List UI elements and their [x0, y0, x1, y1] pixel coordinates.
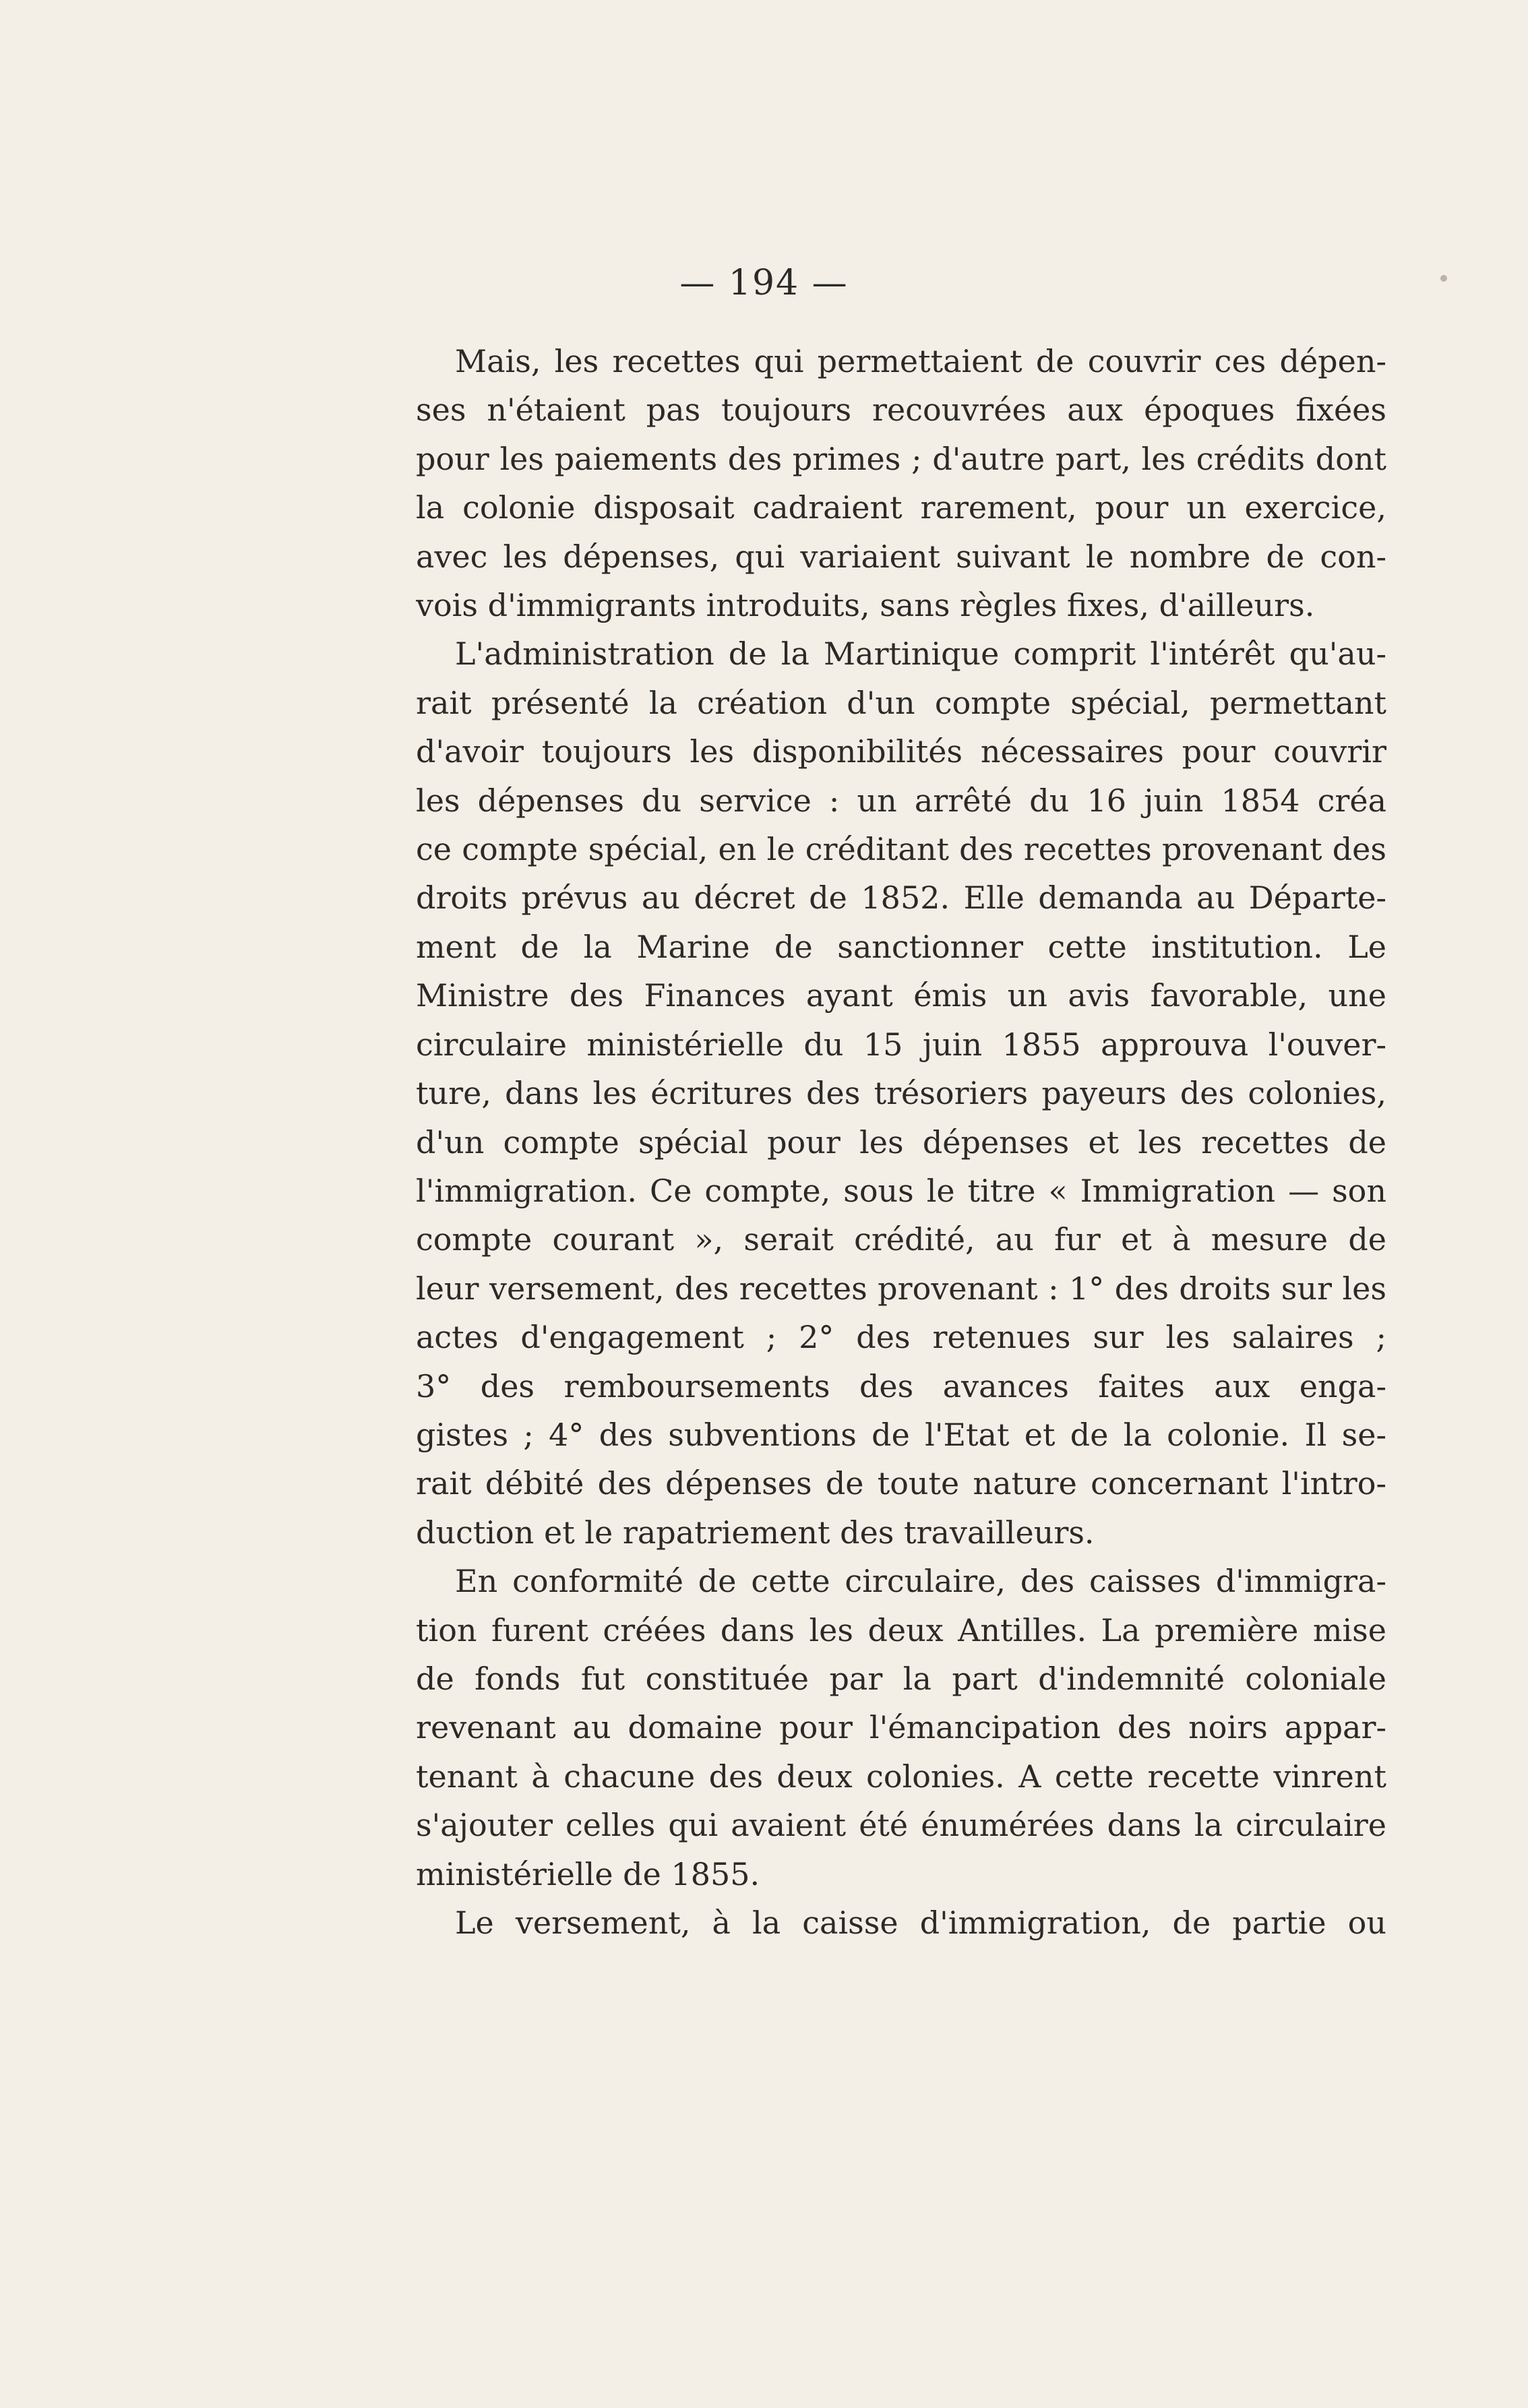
text-line: leur versement, des recettes provenant : 1° des droits sur les: [416, 1270, 1386, 1307]
paragraph-4: [416, 1898, 1386, 1947]
text-line: les dépenses du service : un arrêté du 16 juin 1854 créa: [416, 782, 1386, 819]
body-text: [416, 337, 1386, 1947]
paper-speck: [1440, 275, 1447, 282]
text-line: Mais, les recettes qui permettaient de couvrir ces dépen-: [455, 343, 1386, 379]
text-line: L'administration de la Martinique comprit l'intérêt qu'au-: [455, 636, 1386, 673]
text-line: la colonie disposait cadraient rarement, pour un exercice,: [416, 489, 1386, 526]
text-line: revenant au domaine pour l'émancipation des noirs appar-: [416, 1709, 1386, 1746]
text-line: droits prévus au décret de 1852. Elle demanda au Départe-: [416, 879, 1386, 917]
text-line: rait débité des dépenses de toute nature concernant l'intro-: [416, 1465, 1386, 1502]
text-line: rait présenté la création d'un compte spécial, permettant: [416, 684, 1386, 721]
text-line: l'immigration. Ce compte, sous le titre « Immigration — son: [416, 1172, 1386, 1209]
page-number: — 194 —: [679, 263, 849, 303]
text-line: tion furent créées dans les deux Antilles. La première mise: [416, 1611, 1386, 1648]
text-line: d'un compte spécial pour les dépenses et les recettes de: [416, 1123, 1386, 1161]
paragraph-2: [416, 629, 1386, 1557]
text-line: de fonds fut constituée par la part d'indemnité coloniale: [416, 1660, 1386, 1697]
text-line: tenant à chacune des deux colonies. A cette recette vinrent: [416, 1758, 1386, 1795]
text-line: ment de la Marine de sanctionner cette institution. Le: [416, 928, 1386, 965]
paragraph-1: [416, 337, 1386, 629]
text-line: d'avoir toujours les disponibilités nécessaires pour couvrir: [416, 733, 1386, 770]
text-line: duction et le rapatriement des travailleurs.: [416, 1514, 1095, 1551]
text-line: avec les dépenses, qui variaient suivant le nombre de con-: [416, 538, 1386, 575]
text-line: s'ajouter celles qui avaient été énumérées dans la circulaire: [416, 1807, 1386, 1844]
text-line: Le versement, à la caisse d'immigration, de partie ou: [455, 1905, 1386, 1941]
text-line: vois d'immigrants introduits, sans règles fixes, d'ailleurs.: [416, 587, 1315, 624]
text-line: Ministre des Finances ayant émis un avis favorable, une: [416, 977, 1386, 1014]
text-line: 3° des remboursements des avances faites aux enga-: [416, 1367, 1386, 1404]
text-line: compte courant », serait crédité, au fur et à mesure de: [416, 1221, 1386, 1258]
text-line: ce compte spécial, en le créditant des recettes provenant des: [416, 831, 1386, 868]
text-line: gistes ; 4° des subventions de l'Etat et de la colonie. Il se-: [416, 1416, 1386, 1453]
text-line: actes d'engagement ; 2° des retenues sur les salaires ;: [416, 1319, 1386, 1356]
text-line: ses n'étaient pas toujours recouvrées aux époques fixées: [416, 392, 1386, 429]
text-line: ministérielle de 1855.: [416, 1855, 760, 1892]
text-line: pour les paiements des primes ; d'autre part, les crédits dont: [416, 440, 1386, 477]
text-line: circulaire ministérielle du 15 juin 1855 approuva l'ouver-: [416, 1026, 1386, 1063]
text-line: En conformité de cette circulaire, des caisses d'immigra-: [455, 1563, 1386, 1600]
paragraph-3: [416, 1557, 1386, 1898]
text-line: ture, dans les écritures des trésoriers payeurs des colonies,: [416, 1075, 1386, 1112]
